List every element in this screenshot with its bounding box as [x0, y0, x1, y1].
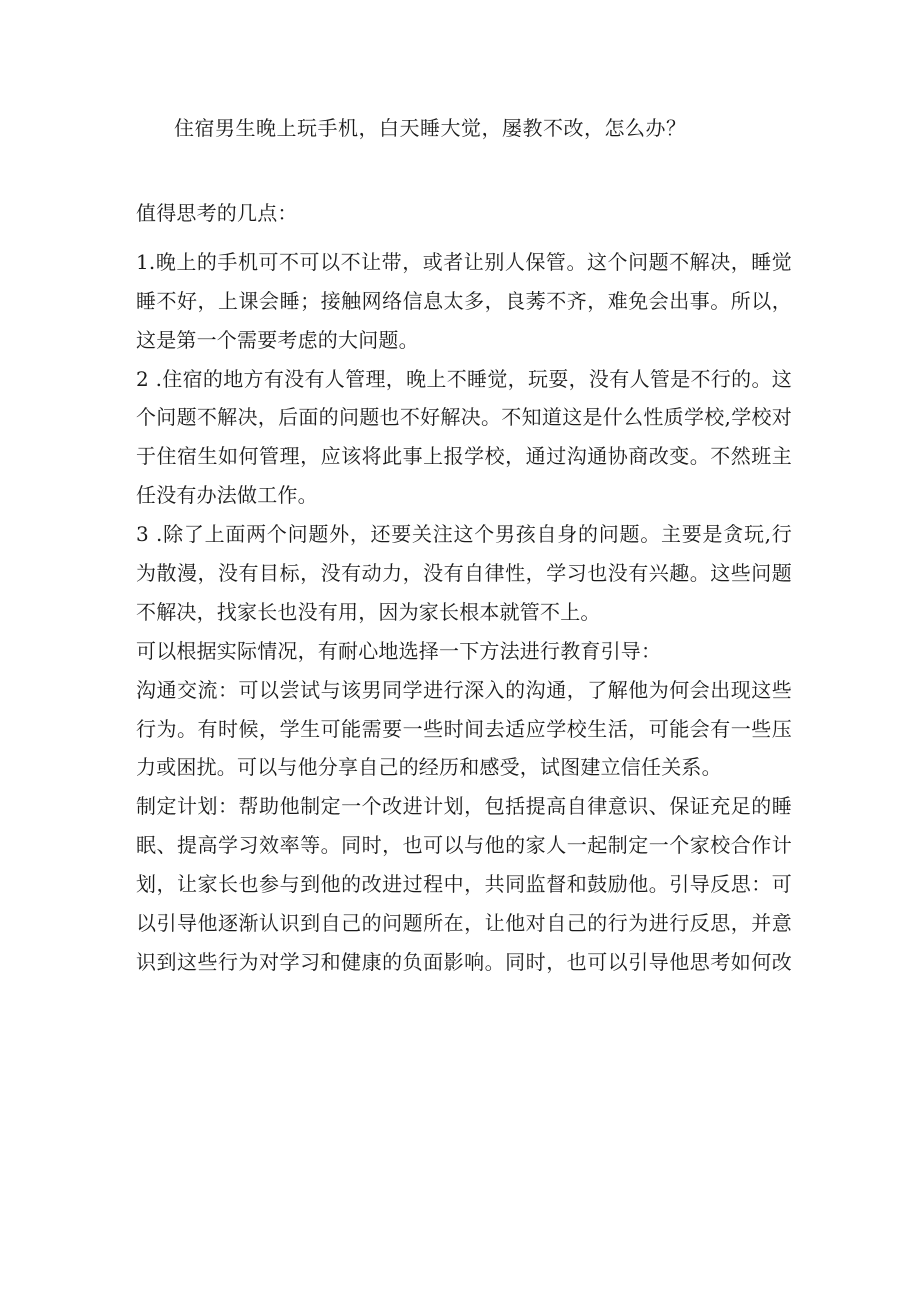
point-3-line-1: 3 .除了上面两个问题外，还要关注这个男孩自身的问题。主要是贪玩,行	[136, 522, 792, 547]
point-2-line-1: 2 .住宿的地方有没有人管理，晚上不睡觉，玩耍，没有人管是不行的。这	[136, 366, 792, 391]
plan-line-4: 以引导他逐渐认识到自己的问题所在，让他对自己的行为进行反思，并意	[136, 911, 792, 936]
communication-line-3: 力或困扰。可以与他分享自己的经历和感受，试图建立信任关系。	[136, 755, 722, 780]
document-body	[136, 194, 792, 982]
point-3-line-2: 为散漫，没有目标，没有动力，没有自律性，学习也没有兴趣。这些问题	[136, 561, 792, 586]
point-1-line-1: 1.晚上的手机可不可以不让带，或者让别人保管。这个问题不解决，睡觉	[136, 249, 792, 274]
spacer	[136, 233, 792, 243]
communication-line-1: 沟通交流：可以尝试与该男同学进行深入的沟通，了解他为何会出现这些	[136, 677, 792, 702]
point-3-line-3: 不解决，找家长也没有用，因为家长根本就管不上。	[136, 599, 601, 624]
plan-line-5: 识到这些行为对学习和健康的负面影响。同时，也可以引导他思考如何改	[136, 949, 792, 974]
plan-line-2: 眠、提高学习效率等。同时，也可以与他的家人一起制定一个家校合作计	[136, 833, 792, 858]
point-1-line-2: 睡不好，上课会睡；接触网络信息太多，良莠不齐，难免会出事。所以，	[136, 288, 792, 313]
point-1-line-3: 这是第一个需要考虑的大问题。	[136, 327, 419, 352]
point-2-line-3: 于住宿生如何管理，应该将此事上报学校，通过沟通协商改变。不然班主	[136, 444, 792, 469]
point-2-line-2: 个问题不解决，后面的问题也不好解决。不知道这是什么性质学校,学校对	[136, 405, 792, 430]
method-intro: 可以根据实际情况，有耐心地选择一下方法进行教育引导：	[136, 638, 662, 663]
plan-line-3: 划，让家长也参与到他的改进过程中，共同监督和鼓励他。引导反思：可	[136, 872, 792, 897]
document-title: 住宿男生晚上玩手机，白天睡大觉，屡教不改，怎么办？	[174, 116, 687, 140]
communication-line-2: 行为。有时候，学生可能需要一些时间去适应学校生活，可能会有一些压	[136, 716, 792, 741]
point-2-line-4: 任没有办法做工作。	[136, 483, 318, 508]
plan-line-1: 制定计划：帮助他制定一个改进计划，包括提高自律意识、保证充足的睡	[136, 794, 792, 819]
intro-heading: 值得思考的几点：	[136, 201, 298, 225]
